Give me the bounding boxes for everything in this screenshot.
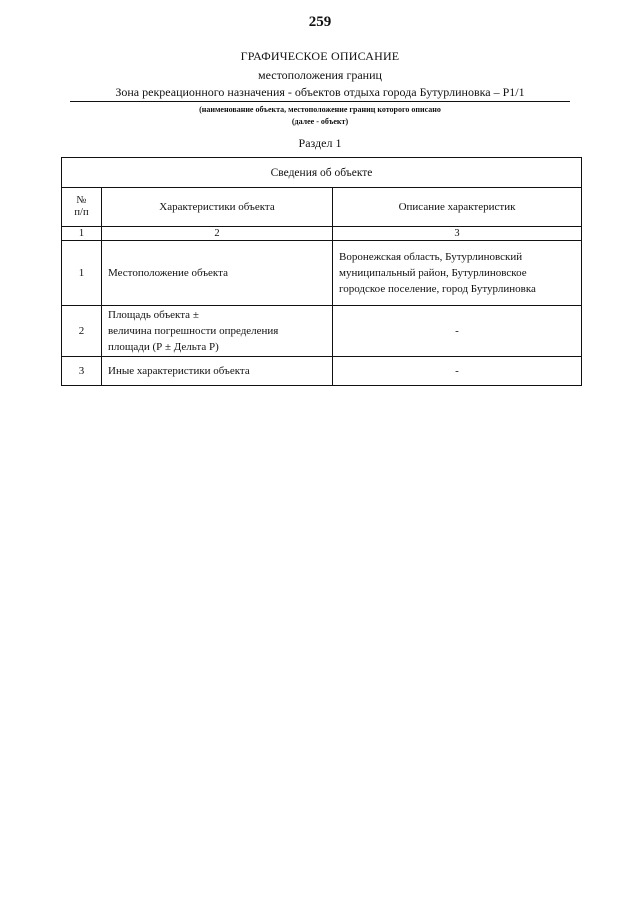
table-index-row: [62, 227, 582, 241]
section-label: Раздел 1: [298, 136, 342, 150]
header-num: № п/п: [62, 188, 102, 227]
row-description: -: [333, 306, 582, 357]
table-header-row: [62, 188, 582, 227]
table-caption-row: [62, 158, 582, 188]
index-cell: 2: [102, 227, 333, 241]
row-number: 3: [62, 357, 102, 386]
row-characteristic: Иные характеристики объекта: [102, 357, 333, 386]
row-number: 1: [62, 241, 102, 306]
object-name-caption: [0, 104, 640, 128]
index-cell: 3: [333, 227, 582, 241]
row-number: 2: [62, 306, 102, 357]
table-row: [62, 241, 582, 306]
header-description: Описание характеристик: [333, 188, 582, 227]
row-characteristic: Местоположение объекта: [102, 241, 333, 306]
row-description: -: [333, 357, 582, 386]
table-row: [62, 306, 582, 357]
caption-line-1: (наименование объекта, местоположение границ которого описано: [199, 105, 441, 114]
document-subtitle: местоположения границ: [258, 68, 382, 82]
page-number: 259: [308, 14, 332, 30]
table-row: [62, 357, 582, 386]
row-characteristic: Площадь объекта ± величина погрешности определения площади (Р ± Дельта Р): [102, 306, 333, 357]
row-description: Воронежская область, Бутурлиновский муниципальный район, Бутурлиновское городское поселение, город Бутурлиновка: [333, 241, 582, 306]
header-characteristics: Характеристики объекта: [102, 188, 333, 227]
document-title: ГРАФИЧЕСКОЕ ОПИСАНИЕ: [240, 49, 400, 63]
table-caption: Сведения об объекте: [62, 158, 582, 188]
index-cell: 1: [62, 227, 102, 241]
object-info-table: [61, 157, 582, 386]
object-name: Зона рекреационного назначения - объектов отдыха города Бутурлиновка – Р1/1: [70, 85, 570, 102]
caption-line-2: (далее - объект): [291, 117, 349, 126]
